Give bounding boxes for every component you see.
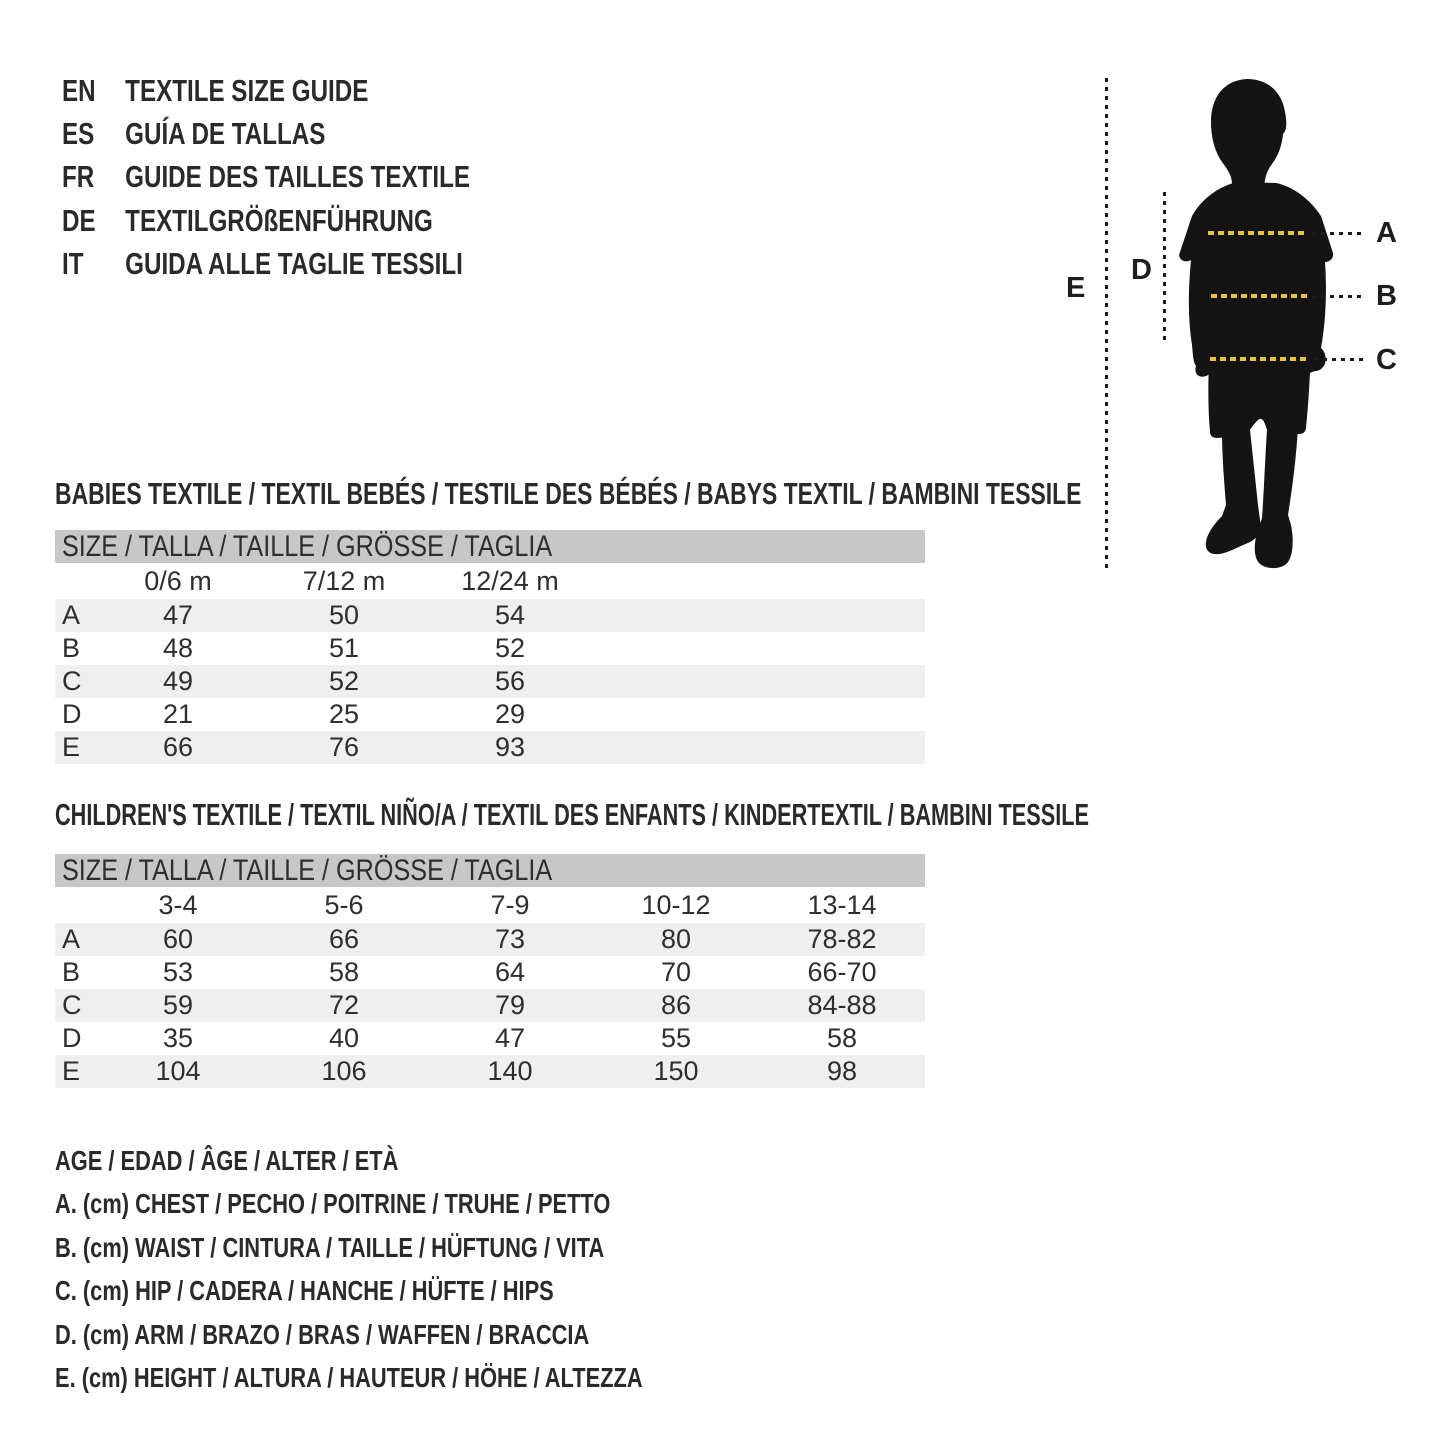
language-label: TEXTILE SIZE GUIDE bbox=[125, 73, 369, 108]
babies-column-header: 0/6 m bbox=[144, 565, 212, 596]
language-code: ES bbox=[62, 116, 95, 152]
cell: 104 bbox=[155, 1056, 201, 1086]
row-label: D bbox=[62, 1023, 82, 1053]
row-label: C bbox=[62, 990, 82, 1020]
legend-line-arm: D. (cm) ARM / BRAZO / BRAS / WAFFEN / BRACCIA bbox=[55, 1318, 590, 1350]
row-label: A bbox=[62, 924, 81, 954]
babies-column-header-row bbox=[55, 563, 925, 599]
row-label: C bbox=[62, 666, 82, 696]
language-code: DE bbox=[62, 202, 96, 238]
cell: 54 bbox=[494, 600, 526, 630]
cell: 80 bbox=[660, 924, 692, 954]
table-row bbox=[55, 698, 925, 731]
cell: 140 bbox=[487, 1056, 533, 1086]
measure-label-a: A bbox=[1376, 217, 1397, 249]
cell: 53 bbox=[162, 957, 194, 987]
legend-line-waist: B. (cm) WAIST / CINTURA / TAILLE / HÜFTUNG / VITA bbox=[55, 1231, 605, 1263]
cell: 150 bbox=[653, 1056, 699, 1086]
cell: 73 bbox=[494, 924, 526, 954]
cell: 76 bbox=[328, 732, 360, 762]
language-row-es bbox=[62, 118, 585, 161]
children-column-header: 10-12 bbox=[641, 889, 711, 920]
babies-section-title: BABIES TEXTILE / TEXTIL BEBÉS / TESTILE DES BÉBÉS / BABYS TEXTIL / BAMBINI TESSILE bbox=[55, 476, 1082, 511]
table-row bbox=[55, 1055, 925, 1088]
table-row bbox=[55, 632, 925, 665]
cell: 40 bbox=[328, 1023, 360, 1053]
cell: 59 bbox=[162, 990, 194, 1020]
babies-column-header: 12/24 m bbox=[461, 565, 559, 596]
cell: 78-82 bbox=[807, 924, 877, 954]
cell: 47 bbox=[494, 1023, 526, 1053]
cell: 60 bbox=[162, 924, 194, 954]
measure-label-c: C bbox=[1376, 344, 1397, 376]
measure-label-e: E bbox=[1066, 272, 1086, 304]
cell: 98 bbox=[826, 1056, 858, 1086]
language-code: FR bbox=[62, 159, 95, 195]
children-size-header-bar: SIZE / TALLA / TAILLE / GRÖSSE / TAGLIA bbox=[55, 854, 925, 887]
measurement-legend bbox=[55, 1146, 808, 1406]
chest-measure-lead-a bbox=[1312, 232, 1366, 235]
babies-size-header-bar: SIZE / TALLA / TAILLE / GRÖSSE / TAGLIA bbox=[55, 530, 925, 563]
language-label: TEXTILGRÖßENFÜHRUNG bbox=[125, 202, 433, 238]
cell: 56 bbox=[494, 666, 526, 696]
language-code: IT bbox=[62, 245, 84, 281]
language-row-de bbox=[62, 202, 585, 248]
cell: 50 bbox=[328, 600, 360, 630]
language-title-block bbox=[62, 75, 585, 291]
table-row bbox=[55, 599, 925, 632]
children-section-title: CHILDREN'S TEXTILE / TEXTIL NIÑO/A / TEXTIL DES ENFANTS / KINDERTEXTIL / BAMBINI TESSILE bbox=[55, 797, 1089, 832]
silhouette-torso bbox=[1179, 182, 1333, 438]
cell: 25 bbox=[328, 699, 360, 729]
cell: 79 bbox=[494, 990, 526, 1020]
hip-measure-dash-c bbox=[1210, 357, 1310, 361]
table-row bbox=[55, 731, 925, 764]
language-label: GUIDA ALLE TAGLIE TESSILI bbox=[125, 245, 463, 281]
table-row bbox=[55, 1022, 925, 1055]
row-label: D bbox=[62, 699, 82, 729]
cell: 47 bbox=[162, 600, 194, 630]
row-label: B bbox=[62, 957, 81, 987]
cell: 52 bbox=[494, 633, 526, 663]
cell: 52 bbox=[328, 666, 360, 696]
cell: 49 bbox=[162, 666, 194, 696]
row-label: E bbox=[62, 1056, 81, 1086]
silhouette-head bbox=[1211, 79, 1286, 194]
language-row-it bbox=[62, 245, 585, 291]
table-row bbox=[55, 989, 925, 1022]
children-column-header: 5-6 bbox=[324, 889, 364, 920]
row-label: B bbox=[62, 633, 81, 663]
cell: 66 bbox=[162, 732, 194, 762]
table-row bbox=[55, 956, 925, 989]
cell: 64 bbox=[494, 957, 526, 987]
cell: 55 bbox=[660, 1023, 692, 1053]
cell: 35 bbox=[162, 1023, 194, 1053]
row-label: E bbox=[62, 732, 81, 762]
cell: 58 bbox=[826, 1023, 858, 1053]
language-code: EN bbox=[62, 73, 96, 108]
chest-measure-dash-a bbox=[1208, 231, 1307, 235]
waist-measure-lead-b bbox=[1312, 295, 1366, 298]
table-row bbox=[55, 923, 925, 956]
children-column-header: 13-14 bbox=[807, 889, 877, 920]
cell: 66 bbox=[328, 924, 360, 954]
children-size-table bbox=[55, 854, 925, 1088]
legend-line-height: E. (cm) HEIGHT / ALTURA / HAUTEUR / HÖHE / ALTEZZA bbox=[55, 1361, 643, 1393]
measure-label-b: B bbox=[1376, 280, 1397, 312]
language-label: GUIDE DES TAILLES TEXTILE bbox=[125, 159, 471, 195]
cell: 106 bbox=[321, 1056, 367, 1086]
cell: 72 bbox=[328, 990, 360, 1020]
cell: 70 bbox=[660, 957, 692, 987]
waist-measure-dash-b bbox=[1211, 294, 1307, 298]
language-row-en bbox=[62, 75, 585, 118]
table-row bbox=[55, 665, 925, 698]
children-column-header-row bbox=[55, 887, 925, 923]
legend-line-hip: C. (cm) HIP / CADERA / HANCHE / HÜFTE / HIPS bbox=[55, 1275, 554, 1307]
measure-label-d: D bbox=[1131, 254, 1152, 286]
babies-column-header: 7/12 m bbox=[302, 565, 386, 596]
children-column-header: 7-9 bbox=[490, 889, 530, 920]
cell: 51 bbox=[328, 633, 360, 663]
cell: 86 bbox=[660, 990, 692, 1020]
row-label: A bbox=[62, 600, 81, 630]
legend-line-chest: A. (cm) CHEST / PECHO / POITRINE / TRUHE / PETTO bbox=[55, 1188, 611, 1220]
cell: 66-70 bbox=[807, 957, 877, 987]
legend-line-age: AGE / EDAD / ÂGE / ALTER / ETÀ bbox=[55, 1145, 399, 1176]
children-column-header: 3-4 bbox=[158, 889, 198, 920]
cell: 84-88 bbox=[807, 990, 877, 1020]
babies-size-table bbox=[55, 530, 925, 764]
cell: 29 bbox=[494, 699, 526, 729]
language-label: GUÍA DE TALLAS bbox=[125, 116, 326, 152]
hip-measure-lead-c bbox=[1314, 358, 1367, 361]
language-row-fr bbox=[62, 161, 585, 204]
cell: 48 bbox=[162, 633, 194, 663]
cell: 93 bbox=[494, 732, 526, 762]
cell: 21 bbox=[162, 699, 194, 729]
cell: 58 bbox=[328, 957, 360, 987]
